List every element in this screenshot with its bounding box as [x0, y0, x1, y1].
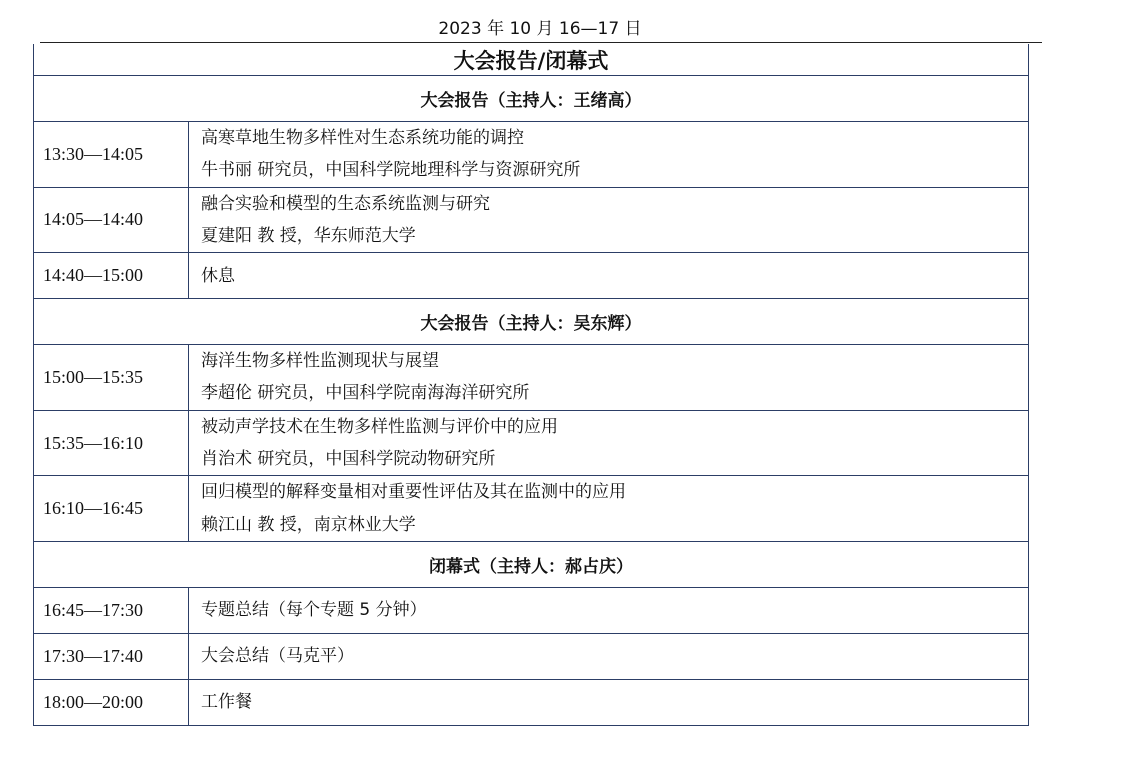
session-content — [189, 122, 1029, 188]
schedule-table — [33, 44, 1029, 726]
time-slot: 15:35—16:10 — [34, 410, 189, 476]
time-slot: 13:30—14:05 — [34, 122, 189, 188]
section-header-row — [34, 299, 1029, 345]
session-title: 工作餐 — [201, 692, 252, 713]
table-title-row — [34, 44, 1029, 76]
schedule-body — [34, 44, 1029, 725]
schedule-row — [34, 587, 1029, 633]
session-title: 休息 — [201, 265, 235, 286]
schedule-row — [34, 476, 1029, 542]
time-slot: 14:40—15:00 — [34, 253, 189, 299]
time-slot: 17:30—17:40 — [34, 633, 189, 679]
time-slot: 15:00—15:35 — [34, 345, 189, 411]
speaker-info: 肖治术 研究员，中国科学院动物研究所 — [201, 449, 496, 470]
session-content — [189, 410, 1029, 476]
session-title: 融合实验和模型的生态系统监测与研究 — [201, 193, 490, 214]
top-rule — [40, 42, 1042, 43]
schedule-row — [34, 122, 1029, 188]
session-content — [189, 187, 1029, 253]
schedule-row — [34, 679, 1029, 725]
session-title: 大会总结（马克平） — [201, 646, 354, 667]
page-date: 2023 年 10 月 16—17 日 — [438, 19, 642, 39]
section-header-row — [34, 76, 1029, 122]
time-slot: 16:45—17:30 — [34, 587, 189, 633]
speaker-info: 牛书丽 研究员，中国科学院地理科学与资源研究所 — [201, 160, 581, 181]
time-slot: 14:05—14:40 — [34, 187, 189, 253]
schedule-row — [34, 253, 1029, 299]
session-title: 海洋生物多样性监测现状与展望 — [201, 351, 439, 372]
speaker-info: 夏建阳 教 授，华东师范大学 — [201, 225, 416, 246]
speaker-info: 赖江山 教 授，南京林业大学 — [201, 514, 416, 535]
schedule-row — [34, 633, 1029, 679]
schedule-row — [34, 345, 1029, 411]
session-title: 专题总结（每个专题 5 分钟） — [201, 600, 427, 621]
schedule-row — [34, 187, 1029, 253]
time-slot: 16:10—16:45 — [34, 476, 189, 542]
session-content — [189, 345, 1029, 411]
schedule-row — [34, 410, 1029, 476]
section-header-row — [34, 541, 1029, 587]
session-content — [189, 679, 1029, 725]
session-title: 高寒草地生物多样性对生态系统功能的调控 — [201, 128, 524, 148]
table-title: 大会报告/闭幕式 — [34, 44, 1029, 76]
speaker-info: 李超伦 研究员，中国科学院南海海洋研究所 — [201, 383, 530, 404]
section-heading: 闭幕式（主持人：郝占庆） — [34, 541, 1029, 587]
session-content — [189, 476, 1029, 542]
session-content — [189, 253, 1029, 299]
section-heading: 大会报告（主持人：王绪高） — [34, 76, 1029, 122]
session-title: 回归模型的解释变量相对重要性评估及其在监测中的应用 — [201, 482, 626, 503]
time-slot: 18:00—20:00 — [34, 679, 189, 725]
session-content — [189, 633, 1029, 679]
session-title: 被动声学技术在生物多样性监测与评价中的应用 — [201, 416, 558, 437]
session-content — [189, 587, 1029, 633]
section-heading: 大会报告（主持人：吴东辉） — [34, 299, 1029, 345]
